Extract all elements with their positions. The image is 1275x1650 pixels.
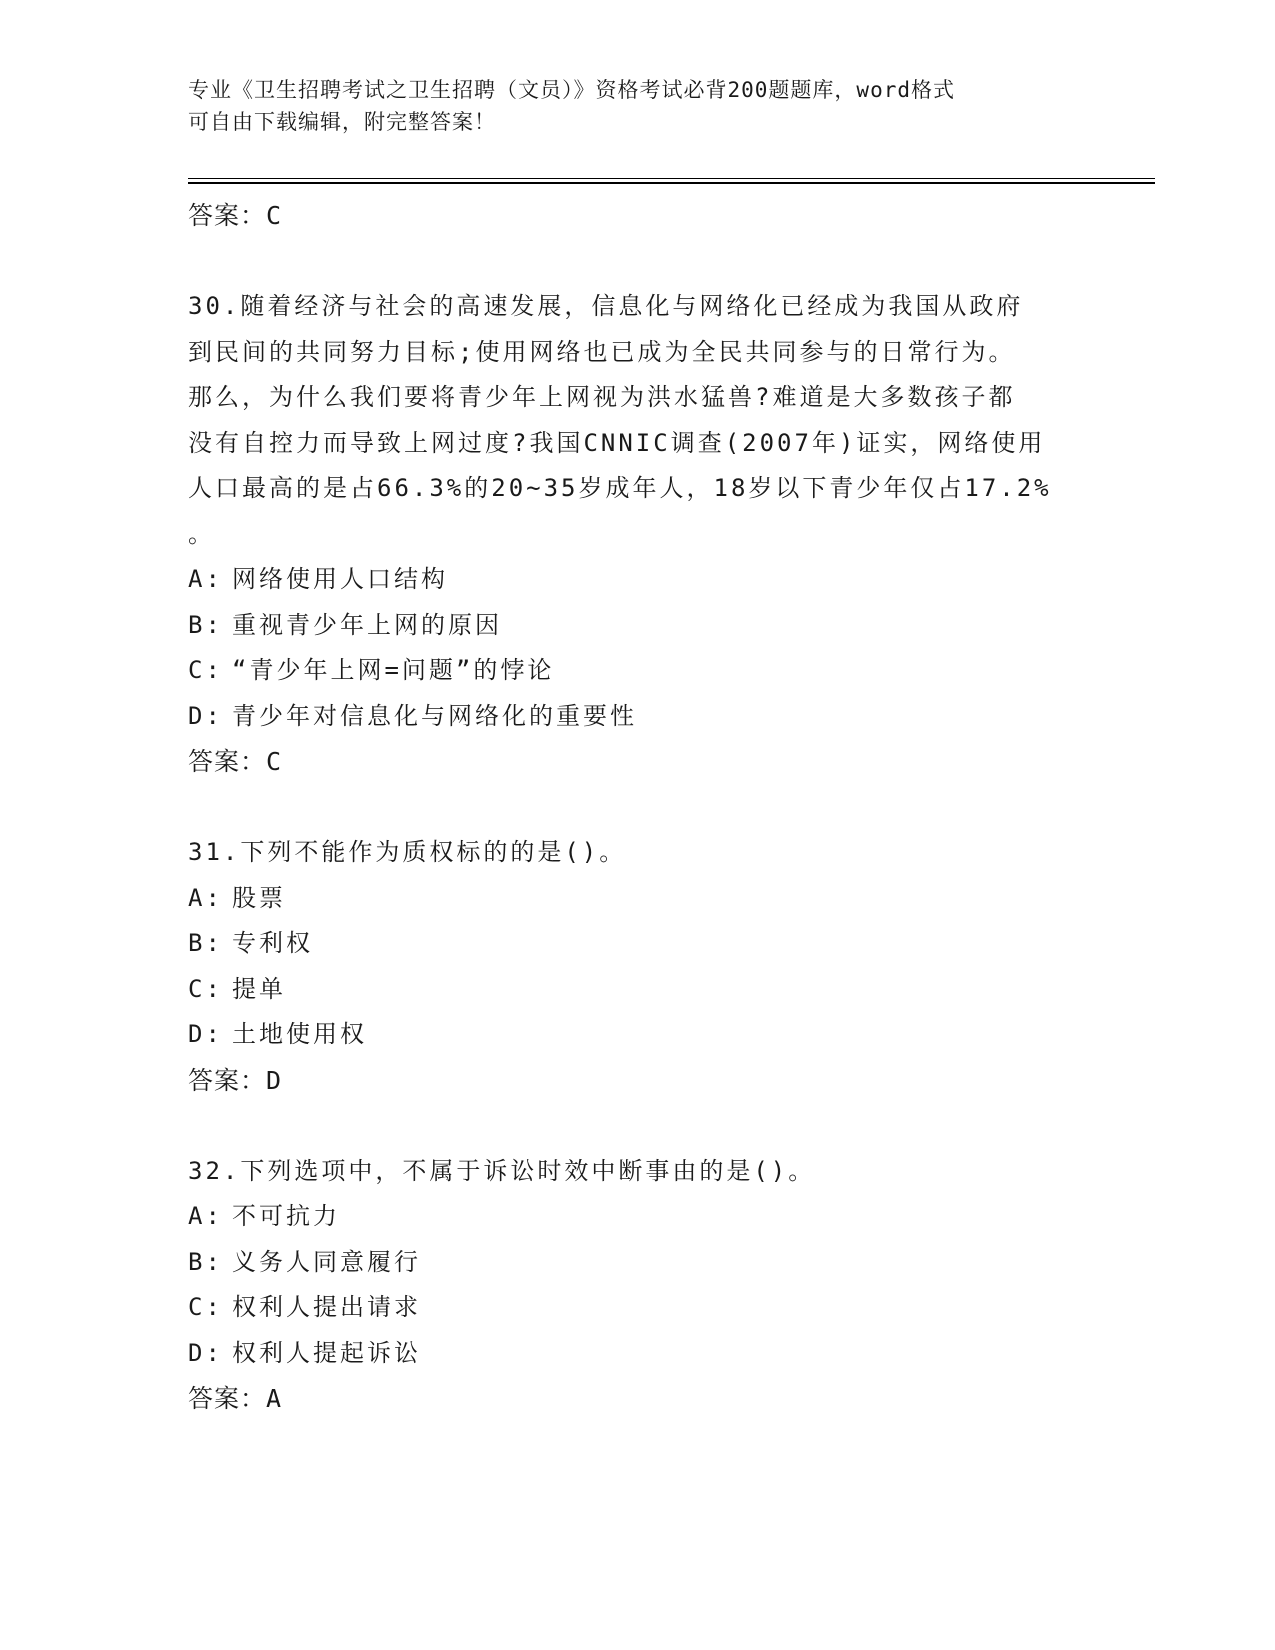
question-stem-line: 31.下列不能作为质权标的的是()。 — [188, 838, 627, 866]
option-d — [188, 1331, 1088, 1377]
answer-value: C — [266, 201, 283, 230]
option-text: 重视青少年上网的原因 — [232, 610, 502, 639]
option-key: A: — [188, 1202, 223, 1230]
option-text: 提单 — [232, 974, 286, 1003]
option-c — [188, 1285, 1088, 1331]
option-key: A: — [188, 883, 223, 912]
answer-value: A — [266, 1384, 283, 1413]
document-body — [188, 193, 1088, 1422]
option-b — [188, 921, 1088, 967]
option-a — [188, 1194, 1088, 1240]
option-text: 土地使用权 — [232, 1020, 367, 1048]
question-32 — [188, 1149, 1088, 1422]
question-stem-line: 30.随着经济与社会的高速发展，信息化与网络化已经成为我国从政府 — [188, 292, 1024, 320]
option-key: C: — [188, 656, 223, 684]
question-answer — [188, 1058, 1088, 1104]
option-c — [188, 967, 1088, 1013]
option-text: 权利人提起诉讼 — [232, 1338, 421, 1367]
question-stem-line: 人口最高的是占66.3%的20~35岁成年人，18岁以下青少年仅占17.2% — [188, 474, 1052, 502]
option-key: A: — [188, 565, 223, 593]
option-text: 不可抗力 — [232, 1202, 340, 1230]
spacer — [188, 239, 1088, 285]
option-text: “青少年上网=问题”的悖论 — [232, 656, 555, 684]
answer-label: 答案： — [188, 201, 267, 230]
option-d — [188, 694, 1088, 740]
header-title-line-2: 可自由下载编辑，附完整答案！ — [188, 110, 496, 134]
answer-value: C — [266, 747, 283, 776]
question-answer — [188, 739, 1088, 785]
header-divider — [188, 178, 1155, 184]
option-key: D: — [188, 1338, 223, 1367]
question-stem-line: 没有自控力而导致上网过度?我国CNNIC调查(2007年)证实，网络使用 — [188, 428, 1046, 457]
option-text: 权利人提出请求 — [232, 1293, 421, 1321]
option-key: B: — [188, 1247, 223, 1276]
option-b — [188, 603, 1088, 649]
option-text: 义务人同意履行 — [232, 1247, 421, 1276]
option-text: 股票 — [232, 883, 286, 912]
question-stem-line: 到民间的共同努力目标;使用网络也已成为全民共同参与的日常行为。 — [188, 337, 1016, 366]
option-b — [188, 1240, 1088, 1286]
question-answer — [188, 1376, 1088, 1422]
header-title-line-1: 专业《卫生招聘考试之卫生招聘（文员）》资格考试必背200题题库，word格式 — [188, 78, 955, 102]
answer-label: 答案： — [188, 1065, 267, 1095]
option-key: B: — [188, 929, 223, 957]
answer-label: 答案： — [188, 747, 267, 776]
previous-answer — [188, 193, 1088, 239]
option-key: C: — [188, 974, 223, 1003]
spacer — [188, 785, 1088, 831]
answer-value: D — [266, 1065, 283, 1095]
question-30 — [188, 284, 1088, 785]
option-text: 专利权 — [232, 929, 313, 957]
page-header — [188, 74, 1088, 138]
option-key: C: — [188, 1293, 223, 1321]
option-text: 青少年对信息化与网络化的重要性 — [232, 701, 637, 730]
option-text: 网络使用人口结构 — [232, 565, 448, 593]
option-key: B: — [188, 610, 223, 639]
question-31 — [188, 830, 1088, 1103]
question-stem-line: 32.下列选项中，不属于诉讼时效中断事由的是()。 — [188, 1156, 816, 1185]
option-a — [188, 557, 1088, 603]
spacer — [188, 1103, 1088, 1149]
question-stem-line: 。 — [188, 519, 215, 548]
option-key: D: — [188, 1020, 223, 1048]
option-a — [188, 876, 1088, 922]
option-c — [188, 648, 1088, 694]
question-stem-line: 那么，为什么我们要将青少年上网视为洪水猛兽?难道是大多数孩子都 — [188, 383, 1016, 411]
option-key: D: — [188, 701, 223, 730]
option-d — [188, 1012, 1088, 1058]
answer-label: 答案： — [188, 1384, 267, 1413]
